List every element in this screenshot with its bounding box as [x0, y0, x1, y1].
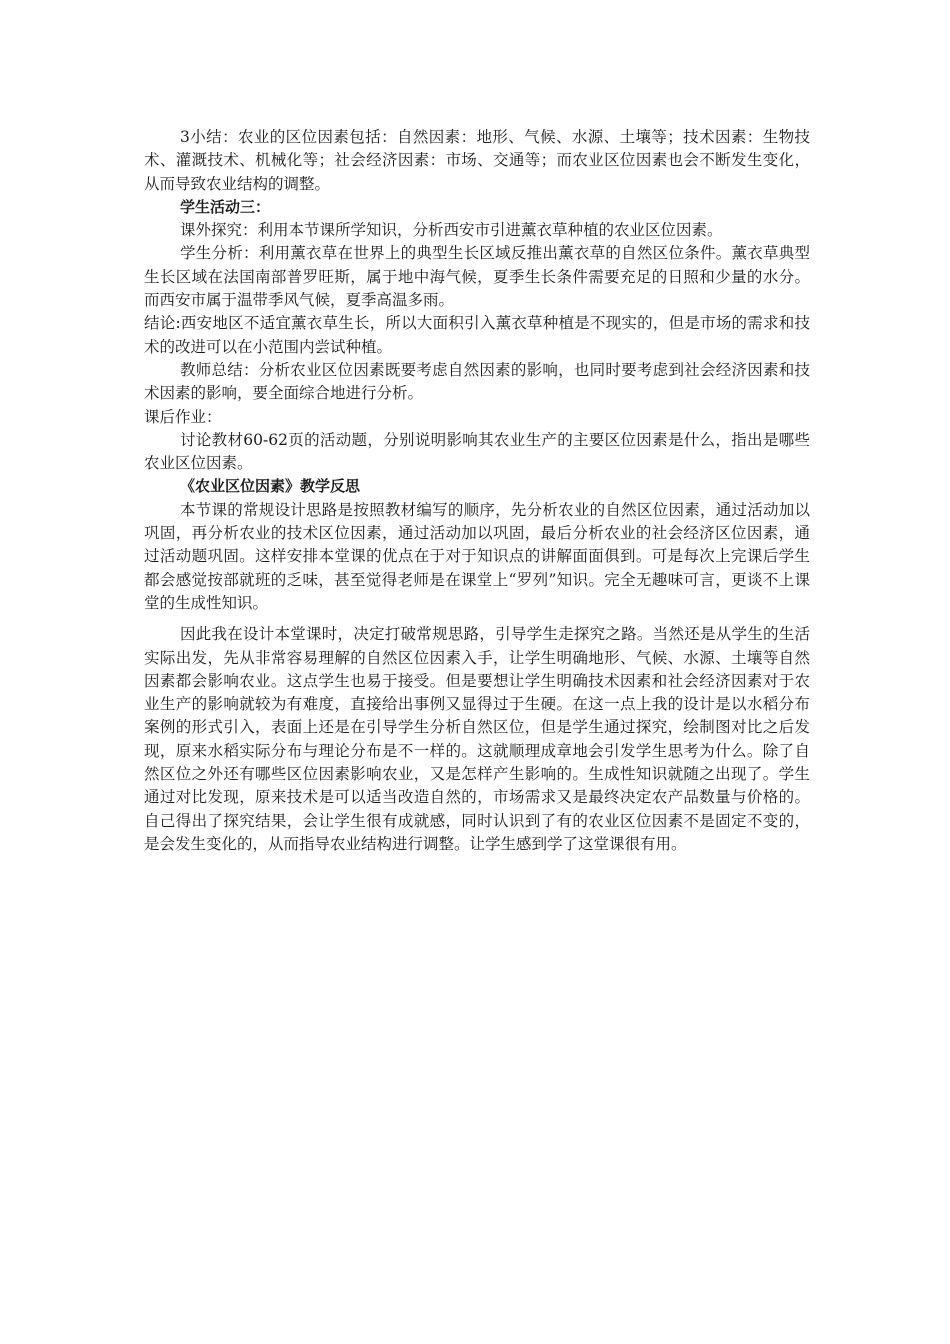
homework-label: 课后作业：: [144, 407, 222, 426]
reflection-paragraph-1: 本节课的常规设计思路是按照教材编写的顺序，先分析农业的自然区位因素，通过活动加以巩固，再分析农业的技术区位因素，通过活动加以巩固，最后分析农业的社会经济区位因素，通过活动题巩固。这样安排本堂课的优点在于对于知识点的讲解面面俱到。可是每次上完课后学生都会感觉按部就班的乏味，甚至觉得老师是在课堂上“罗列”知识。完全无趣味可言，更谈不上课堂的生成性知识。: [144, 500, 810, 612]
document-page: [144, 126, 810, 856]
activity3-heading: 学生活动三：: [180, 197, 271, 216]
inquiry-paragraph: 课外探究：利用本节课所学知识，分析西安市引进薰衣草种植的农业区位因素。: [180, 221, 723, 240]
summary-paragraph: 3小结：农业的区位因素包括：自然因素：地形、气候、水源、土壤等；技术因素：生物技术、灌溉技术、机械化等；社会经济因素：市场、交通等；而农业区位因素也会不断发生变化，从而导致农业结构的调整。: [144, 128, 810, 193]
reflection-title: 《农业区位因素》教学反思: [180, 477, 361, 496]
teacher-summary-paragraph: 教师总结：分析农业区位因素既要考虑自然因素的影响，也同时要考虑到社会经济因素和技术因素的影响，要全面综合地进行分析。: [144, 360, 810, 403]
conclusion-paragraph: 结论:西安地区不适宜薰衣草生长，所以大面积引入薰衣草种植是不现实的，但是市场的需求和技术的改进可以在小范围内尝试种植。: [144, 314, 810, 356]
homework-paragraph: 讨论教材60-62页的活动题，分别说明影响其农业生产的主要区位因素是什么，指出是哪些农业区位因素。: [144, 430, 810, 473]
reflection-paragraph-2: 因此我在设计本堂课时，决定打破常规思路，引导学生走探究之路。当然还是从学生的生活实际出发，先从非常容易理解的自然区位因素入手，让学生明确地形、气候、水源、土壤等自然因素都会影响农业。这点学生也易于接受。但是要想让学生明确技术因素和社会经济因素对于农业生产的影响就较为有难度，直接给出事例又显得过于生硬。在这一点上我的设计是以水稻分布案例的形式引入，表面上还是在引导学生分析自然区位，但是学生通过探究，绘制图对比之后发现，原来水稻实际分布与理论分布是不一样的。这就顺理成章地会引发学生思考为什么。除了自然区位之外还有哪些区位因素影响农业，又是怎样产生影响的。生成性知识就随之出现了。学生通过对比发现，原来技术是可以适当改造自然的，市场需求又是最终决定农产品数量与价格的。自己得出了探究结果，会让学生很有成就感，同时认识到了有的农业区位因素不是固定不变的，是会发生变化的，从而指导农业结构进行调整。让学生感到学了这堂课很有用。: [144, 625, 810, 853]
student-analysis-paragraph: 学生分析：利用薰衣草在世界上的典型生长区域反推出薰衣草的自然区位条件。薰衣草典型生长区域在法国南部普罗旺斯，属于地中海气候，夏季生长条件需要充足的日照和少量的水分。而西安市属于温带季风气候，夏季高温多雨。: [144, 244, 810, 310]
